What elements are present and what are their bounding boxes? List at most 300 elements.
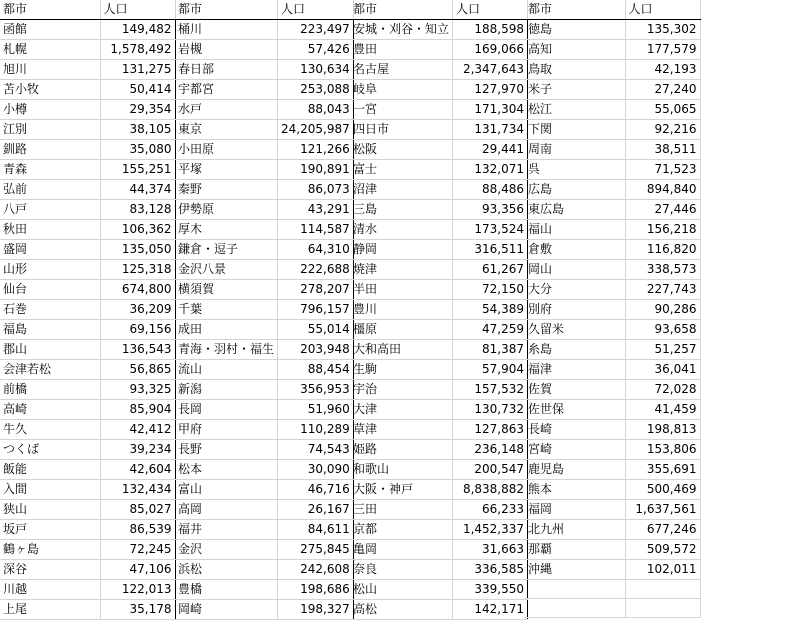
city-cell[interactable]: 鶴ヶ島: [0, 540, 100, 560]
city-cell[interactable]: 沼津: [350, 180, 453, 200]
city-cell[interactable]: [525, 580, 625, 599]
city-cell[interactable]: 上尾: [0, 600, 100, 620]
city-cell[interactable]: 那覇: [525, 540, 625, 560]
population-cell[interactable]: 114,587: [278, 220, 354, 240]
population-cell[interactable]: 35,080: [100, 140, 175, 160]
population-cell[interactable]: 54,389: [453, 300, 528, 320]
population-cell[interactable]: 110,289: [278, 420, 354, 440]
population-cell[interactable]: 41,459: [625, 400, 700, 420]
population-cell[interactable]: 236,148: [453, 440, 528, 460]
city-cell[interactable]: 甲府: [175, 420, 278, 440]
population-cell[interactable]: 198,686: [278, 580, 354, 600]
population-cell[interactable]: 74,543: [278, 440, 354, 460]
table-row: [525, 400, 700, 420]
table-row: [350, 180, 528, 200]
city-cell[interactable]: 大津: [350, 400, 453, 420]
city-cell[interactable]: 名古屋: [350, 60, 453, 80]
city-cell[interactable]: 宇治: [350, 380, 453, 400]
header-row: [175, 0, 353, 20]
city-cell[interactable]: 山形: [0, 260, 100, 280]
population-cell[interactable]: 275,845: [278, 540, 354, 560]
city-cell[interactable]: 伊勢原: [175, 200, 278, 220]
population-cell[interactable]: 8,838,882: [453, 480, 528, 500]
population-cell[interactable]: 223,497: [278, 20, 354, 40]
population-cell[interactable]: 26,167: [278, 500, 354, 520]
table-row: [350, 140, 528, 160]
population-cell[interactable]: 132,434: [100, 480, 175, 500]
city-cell[interactable]: 高松: [350, 600, 453, 620]
city-cell[interactable]: 厚木: [175, 220, 278, 240]
city-cell[interactable]: 宇都宮: [175, 80, 278, 100]
population-cell[interactable]: 278,207: [278, 280, 354, 300]
population-cell[interactable]: 155,251: [100, 160, 175, 180]
city-cell[interactable]: 新潟: [175, 380, 278, 400]
population-column-header[interactable]: 人口: [278, 0, 354, 20]
population-cell[interactable]: 88,486: [453, 180, 528, 200]
city-cell[interactable]: 宮崎: [525, 440, 625, 460]
population-cell[interactable]: 36,209: [100, 300, 175, 320]
population-cell[interactable]: 86,539: [100, 520, 175, 540]
city-cell[interactable]: 仙台: [0, 280, 100, 300]
header-row: [525, 0, 700, 20]
population-cell[interactable]: 64,310: [278, 240, 354, 260]
population-cell[interactable]: 24,205,987: [278, 120, 354, 140]
city-cell[interactable]: 熊本: [525, 480, 625, 500]
table-row: [525, 460, 700, 480]
population-cell[interactable]: 72,028: [625, 380, 700, 400]
population-cell[interactable]: 1,578,492: [100, 40, 175, 60]
population-cell[interactable]: 47,259: [453, 320, 528, 340]
city-cell[interactable]: 鹿児島: [525, 460, 625, 480]
population-cell[interactable]: 72,245: [100, 540, 175, 560]
city-cell[interactable]: 沖縄: [525, 560, 625, 580]
city-cell[interactable]: 松山: [350, 580, 453, 600]
population-cell[interactable]: 177,579: [625, 40, 700, 60]
population-cell[interactable]: 69,156: [100, 320, 175, 340]
population-cell[interactable]: 136,543: [100, 340, 175, 360]
city-cell[interactable]: 函館: [0, 20, 100, 40]
population-cell[interactable]: 88,043: [278, 100, 354, 120]
population-cell[interactable]: 674,800: [100, 280, 175, 300]
population-cell[interactable]: [625, 599, 700, 618]
city-cell[interactable]: 富士: [350, 160, 453, 180]
table-row: [175, 420, 353, 440]
population-cell[interactable]: 36,041: [625, 360, 700, 380]
population-cell[interactable]: 93,658: [625, 320, 700, 340]
city-cell[interactable]: 下関: [525, 120, 625, 140]
city-cell[interactable]: 川越: [0, 580, 100, 600]
city-cell[interactable]: 狭山: [0, 500, 100, 520]
city-cell[interactable]: 松本: [175, 460, 278, 480]
city-cell[interactable]: 秦野: [175, 180, 278, 200]
table-row: [175, 20, 353, 40]
population-cell[interactable]: 88,454: [278, 360, 354, 380]
population-cell[interactable]: 51,257: [625, 340, 700, 360]
city-cell[interactable]: 大阪・神戸: [350, 480, 453, 500]
table-row: [350, 220, 528, 240]
population-cell[interactable]: 121,266: [278, 140, 354, 160]
population-cell[interactable]: 130,634: [278, 60, 354, 80]
population-cell[interactable]: 27,240: [625, 80, 700, 100]
city-cell[interactable]: 成田: [175, 320, 278, 340]
population-cell[interactable]: 116,820: [625, 240, 700, 260]
city-cell[interactable]: 石巻: [0, 300, 100, 320]
city-cell[interactable]: 青森: [0, 160, 100, 180]
city-cell[interactable]: 江別: [0, 120, 100, 140]
population-cell[interactable]: 85,027: [100, 500, 175, 520]
city-cell[interactable]: 鳥取: [525, 60, 625, 80]
city-cell[interactable]: 米子: [525, 80, 625, 100]
population-cell[interactable]: 29,354: [100, 100, 175, 120]
city-cell[interactable]: 三田: [350, 500, 453, 520]
city-cell[interactable]: 金沢八景: [175, 260, 278, 280]
table-row: [0, 200, 175, 220]
population-cell[interactable]: 29,441: [453, 140, 528, 160]
population-cell[interactable]: 500,469: [625, 480, 700, 500]
table-row: [0, 360, 175, 380]
population-cell[interactable]: 156,218: [625, 220, 700, 240]
population-cell[interactable]: 39,234: [100, 440, 175, 460]
city-cell[interactable]: 松江: [525, 100, 625, 120]
population-cell[interactable]: 135,050: [100, 240, 175, 260]
city-column-header[interactable]: 都市: [525, 0, 625, 20]
city-cell[interactable]: 坂戸: [0, 520, 100, 540]
population-cell[interactable]: 46,716: [278, 480, 354, 500]
population-cell[interactable]: 42,604: [100, 460, 175, 480]
city-cell[interactable]: 会津若松: [0, 360, 100, 380]
table-row: [525, 360, 700, 380]
population-cell[interactable]: 130,732: [453, 400, 528, 420]
city-cell[interactable]: 広島: [525, 180, 625, 200]
city-cell[interactable]: 秋田: [0, 220, 100, 240]
city-cell[interactable]: 浜松: [175, 560, 278, 580]
city-column-header[interactable]: 都市: [350, 0, 453, 20]
population-cell[interactable]: 102,011: [625, 560, 700, 580]
population-cell[interactable]: 198,813: [625, 420, 700, 440]
population-cell[interactable]: 131,734: [453, 120, 528, 140]
city-cell[interactable]: 高知: [525, 40, 625, 60]
city-cell[interactable]: 別府: [525, 300, 625, 320]
city-cell[interactable]: 岩槻: [175, 40, 278, 60]
city-cell[interactable]: 四日市: [350, 120, 453, 140]
population-cell[interactable]: 44,374: [100, 180, 175, 200]
population-cell[interactable]: 38,105: [100, 120, 175, 140]
city-cell[interactable]: 徳島: [525, 20, 625, 40]
city-cell[interactable]: 岡崎: [175, 600, 278, 620]
city-cell[interactable]: 小樽: [0, 100, 100, 120]
population-cell[interactable]: 132,071: [453, 160, 528, 180]
table-row: [175, 480, 353, 500]
population-cell[interactable]: 30,090: [278, 460, 354, 480]
population-cell[interactable]: 142,171: [453, 600, 528, 620]
table-row: [175, 540, 353, 560]
population-cell[interactable]: 200,547: [453, 460, 528, 480]
header-row: [0, 0, 175, 20]
table-row: [175, 560, 353, 580]
table-row: [525, 220, 700, 240]
population-cell[interactable]: 66,233: [453, 500, 528, 520]
table-row: [0, 500, 175, 520]
city-cell[interactable]: 福津: [525, 360, 625, 380]
table-row: [525, 20, 700, 40]
population-cell[interactable]: 90,286: [625, 300, 700, 320]
city-cell[interactable]: [525, 599, 625, 618]
population-cell[interactable]: 1,637,561: [625, 500, 700, 520]
table-row: [175, 60, 353, 80]
city-cell[interactable]: 盛岡: [0, 240, 100, 260]
population-cell[interactable]: 55,014: [278, 320, 354, 340]
population-cell[interactable]: 355,691: [625, 460, 700, 480]
city-cell[interactable]: 岡山: [525, 260, 625, 280]
city-cell[interactable]: 小田原: [175, 140, 278, 160]
table-row: [175, 180, 353, 200]
city-cell[interactable]: 佐賀: [525, 380, 625, 400]
population-cell[interactable]: 35,178: [100, 600, 175, 620]
city-cell[interactable]: 久留米: [525, 320, 625, 340]
table-row: [0, 60, 175, 80]
population-cell[interactable]: 188,598: [453, 20, 528, 40]
city-cell[interactable]: 静岡: [350, 240, 453, 260]
population-cell[interactable]: 57,426: [278, 40, 354, 60]
table-row: [525, 60, 700, 80]
population-cell[interactable]: 509,572: [625, 540, 700, 560]
city-cell[interactable]: 長岡: [175, 400, 278, 420]
table-row: [350, 480, 528, 500]
table-row: [525, 120, 700, 140]
population-cell[interactable]: 127,863: [453, 420, 528, 440]
population-cell[interactable]: 169,066: [453, 40, 528, 60]
city-column-header[interactable]: 都市: [175, 0, 278, 20]
city-cell[interactable]: 京都: [350, 520, 453, 540]
city-cell[interactable]: 札幌: [0, 40, 100, 60]
city-cell[interactable]: 東広島: [525, 200, 625, 220]
city-cell[interactable]: 福井: [175, 520, 278, 540]
table-row: [175, 140, 353, 160]
population-cell[interactable]: 125,318: [100, 260, 175, 280]
population-column-header[interactable]: 人口: [100, 0, 175, 20]
population-cell[interactable]: 61,267: [453, 260, 528, 280]
population-cell[interactable]: 190,891: [278, 160, 354, 180]
population-cell[interactable]: 153,806: [625, 440, 700, 460]
city-cell[interactable]: 千葉: [175, 300, 278, 320]
city-cell[interactable]: 橿原: [350, 320, 453, 340]
city-cell[interactable]: 平塚: [175, 160, 278, 180]
population-cell[interactable]: 72,150: [453, 280, 528, 300]
table-row: [525, 80, 700, 100]
table-row: [175, 80, 353, 100]
city-cell[interactable]: 桶川: [175, 20, 278, 40]
population-cell[interactable]: 203,948: [278, 340, 354, 360]
header-row: [350, 0, 528, 20]
city-table-block-3: [350, 0, 528, 620]
population-cell[interactable]: 93,325: [100, 380, 175, 400]
population-cell[interactable]: [625, 580, 700, 599]
population-cell[interactable]: 122,013: [100, 580, 175, 600]
table-row: [350, 300, 528, 320]
table-row: [525, 560, 700, 580]
city-cell[interactable]: 入間: [0, 480, 100, 500]
population-cell[interactable]: 84,611: [278, 520, 354, 540]
table-row: [175, 240, 353, 260]
population-cell[interactable]: 2,347,643: [453, 60, 528, 80]
table-row: [0, 180, 175, 200]
population-cell[interactable]: 83,128: [100, 200, 175, 220]
table-row: [350, 360, 528, 380]
city-column-header[interactable]: 都市: [0, 0, 100, 20]
population-cell[interactable]: 198,327: [278, 600, 354, 620]
city-cell[interactable]: 長野: [175, 440, 278, 460]
city-cell[interactable]: 奈良: [350, 560, 453, 580]
city-cell[interactable]: 前橋: [0, 380, 100, 400]
city-cell[interactable]: 大和高田: [350, 340, 453, 360]
table-row: [0, 460, 175, 480]
city-cell[interactable]: 流山: [175, 360, 278, 380]
table-row: [175, 160, 353, 180]
city-cell[interactable]: 弘前: [0, 180, 100, 200]
city-cell[interactable]: 倉敷: [525, 240, 625, 260]
city-cell[interactable]: 清水: [350, 220, 453, 240]
city-cell[interactable]: 半田: [350, 280, 453, 300]
population-cell[interactable]: 131,275: [100, 60, 175, 80]
city-cell[interactable]: 横須賀: [175, 280, 278, 300]
city-cell[interactable]: 豊田: [350, 40, 453, 60]
city-cell[interactable]: 亀岡: [350, 540, 453, 560]
population-cell[interactable]: 222,688: [278, 260, 354, 280]
population-cell[interactable]: 316,511: [453, 240, 528, 260]
city-cell[interactable]: 春日部: [175, 60, 278, 80]
city-cell[interactable]: 安城・刈谷・知立: [350, 20, 453, 40]
population-cell[interactable]: 43,291: [278, 200, 354, 220]
population-cell[interactable]: 51,960: [278, 400, 354, 420]
city-cell[interactable]: 深谷: [0, 560, 100, 580]
population-cell[interactable]: 356,953: [278, 380, 354, 400]
population-cell[interactable]: 227,743: [625, 280, 700, 300]
population-cell[interactable]: 339,550: [453, 580, 528, 600]
population-cell[interactable]: 173,524: [453, 220, 528, 240]
city-cell[interactable]: 糸島: [525, 340, 625, 360]
city-cell[interactable]: 水戸: [175, 100, 278, 120]
population-cell[interactable]: 57,904: [453, 360, 528, 380]
population-cell[interactable]: 338,573: [625, 260, 700, 280]
population-cell[interactable]: 253,088: [278, 80, 354, 100]
city-cell[interactable]: 高崎: [0, 400, 100, 420]
population-column-header[interactable]: 人口: [625, 0, 700, 20]
city-cell[interactable]: 草津: [350, 420, 453, 440]
city-cell[interactable]: つくば: [0, 440, 100, 460]
city-cell[interactable]: 豊川: [350, 300, 453, 320]
city-cell[interactable]: 釧路: [0, 140, 100, 160]
city-cell[interactable]: 福島: [0, 320, 100, 340]
city-cell[interactable]: 生駒: [350, 360, 453, 380]
population-cell[interactable]: 42,412: [100, 420, 175, 440]
city-cell[interactable]: 飯能: [0, 460, 100, 480]
table-row: [0, 160, 175, 180]
population-cell[interactable]: 894,840: [625, 180, 700, 200]
population-cell[interactable]: 71,523: [625, 160, 700, 180]
table-row: [350, 580, 528, 600]
population-cell[interactable]: 38,511: [625, 140, 700, 160]
city-cell[interactable]: 三島: [350, 200, 453, 220]
table-row: [0, 400, 175, 420]
city-cell[interactable]: 佐世保: [525, 400, 625, 420]
population-cell[interactable]: 149,482: [100, 20, 175, 40]
city-cell[interactable]: 青海・羽村・福生: [175, 340, 278, 360]
population-cell[interactable]: 50,414: [100, 80, 175, 100]
population-cell[interactable]: 81,387: [453, 340, 528, 360]
population-cell[interactable]: 86,073: [278, 180, 354, 200]
city-cell[interactable]: 東京: [175, 120, 278, 140]
population-cell[interactable]: 157,532: [453, 380, 528, 400]
city-cell[interactable]: 焼津: [350, 260, 453, 280]
table-row: [0, 420, 175, 440]
city-table-block-2: [175, 0, 354, 620]
population-cell[interactable]: 135,302: [625, 20, 700, 40]
table-row: [525, 200, 700, 220]
city-cell[interactable]: 一宮: [350, 100, 453, 120]
city-cell[interactable]: 岐阜: [350, 80, 453, 100]
population-cell[interactable]: 127,970: [453, 80, 528, 100]
population-cell[interactable]: 171,304: [453, 100, 528, 120]
table-row: [0, 320, 175, 340]
population-cell[interactable]: 93,356: [453, 200, 528, 220]
table-row: [525, 500, 700, 520]
population-cell[interactable]: 27,446: [625, 200, 700, 220]
table-row: [175, 340, 353, 360]
city-cell[interactable]: 福岡: [525, 500, 625, 520]
table-row: [0, 580, 175, 600]
population-cell[interactable]: 85,904: [100, 400, 175, 420]
table-row: [175, 320, 353, 340]
table-row: [0, 380, 175, 400]
city-cell[interactable]: 旭川: [0, 60, 100, 80]
population-cell[interactable]: 55,065: [625, 100, 700, 120]
population-cell[interactable]: 336,585: [453, 560, 528, 580]
city-cell[interactable]: 松阪: [350, 140, 453, 160]
city-cell[interactable]: 苫小牧: [0, 80, 100, 100]
city-cell[interactable]: 牛久: [0, 420, 100, 440]
city-cell[interactable]: 大分: [525, 280, 625, 300]
population-cell[interactable]: 42,193: [625, 60, 700, 80]
population-cell[interactable]: 242,608: [278, 560, 354, 580]
population-column-header[interactable]: 人口: [453, 0, 528, 20]
city-cell[interactable]: 高岡: [175, 500, 278, 520]
city-cell[interactable]: 福山: [525, 220, 625, 240]
table-row: [175, 260, 353, 280]
city-cell[interactable]: 呉: [525, 160, 625, 180]
city-cell[interactable]: 富山: [175, 480, 278, 500]
city-cell[interactable]: 郡山: [0, 340, 100, 360]
population-cell[interactable]: 1,452,337: [453, 520, 528, 540]
population-cell[interactable]: 56,865: [100, 360, 175, 380]
city-cell[interactable]: 長崎: [525, 420, 625, 440]
population-cell[interactable]: 31,663: [453, 540, 528, 560]
city-cell[interactable]: 八戸: [0, 200, 100, 220]
table-row: [0, 440, 175, 460]
population-cell[interactable]: 796,157: [278, 300, 354, 320]
city-cell[interactable]: 鎌倉・逗子: [175, 240, 278, 260]
city-cell[interactable]: 豊橋: [175, 580, 278, 600]
city-cell[interactable]: 金沢: [175, 540, 278, 560]
city-cell[interactable]: 北九州: [525, 520, 625, 540]
population-cell[interactable]: 677,246: [625, 520, 700, 540]
table-row: [0, 340, 175, 360]
city-cell[interactable]: 和歌山: [350, 460, 453, 480]
population-cell[interactable]: 92,216: [625, 120, 700, 140]
city-cell[interactable]: 姫路: [350, 440, 453, 460]
city-cell[interactable]: 周南: [525, 140, 625, 160]
population-cell[interactable]: 106,362: [100, 220, 175, 240]
population-cell[interactable]: 47,106: [100, 560, 175, 580]
